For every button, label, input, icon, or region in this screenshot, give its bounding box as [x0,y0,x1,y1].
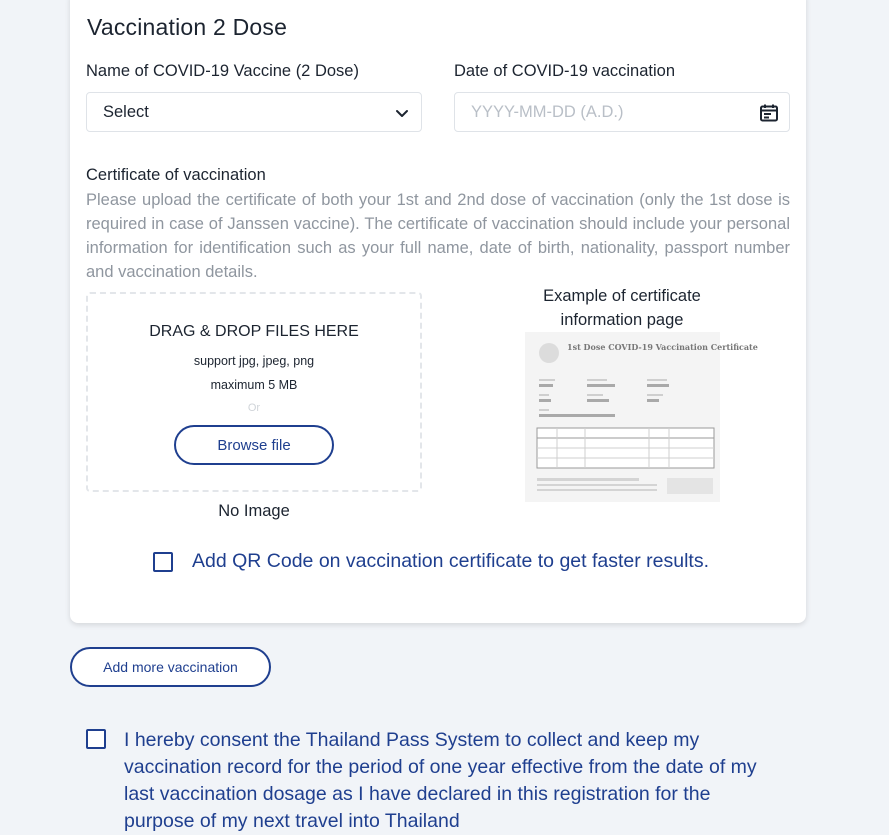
certificate-description: Please upload the certificate of both your 1st and 2nd dose of vaccination (only the 1st dose is required in case of Janssen vaccine). The certificate of vaccination should include your personal information for identification such as your full name, date of birth, nationality, passport number and vaccination details. [86,191,790,281]
vaccine-name-value: Select [103,102,149,121]
vaccine-name-select[interactable] [86,92,422,132]
vaccination-card [70,0,806,623]
vaccination-date-input[interactable] [471,103,741,122]
dropzone-or: Or [247,402,261,414]
qr-code-checkbox[interactable] [153,552,173,572]
dropzone-support-text: support jpg, jpeg, png [193,354,315,368]
certificate-example-image [525,332,758,502]
vaccination-date-label: Date of COVID-19 vaccination [454,62,676,80]
qr-code-label[interactable]: Add QR Code on vaccination certificate to get faster results. [192,550,710,572]
add-more-vaccination-button[interactable]: Add more vaccination [70,647,271,687]
dropzone-title: DRAG & DROP FILES HERE [149,323,359,340]
consent-checkbox[interactable] [86,729,106,749]
file-dropzone[interactable] [86,292,422,492]
qr-code-option[interactable] [153,550,709,573]
example-image-heading: 1st Dose COVID-19 Vaccination Certificate [567,342,758,352]
browse-file-button[interactable]: Browse file [174,425,334,465]
vaccination-date-field[interactable] [454,92,790,132]
dropzone-max-size: maximum 5 MB [210,378,298,392]
chevron-down-icon [395,106,409,120]
example-title: Example of certificate information page [543,287,701,329]
vaccine-name-label: Name of COVID-19 Vaccine (2 Dose) [86,62,359,80]
calendar-icon[interactable] [759,103,779,123]
upload-status: No Image [218,502,290,520]
section-title: Vaccination 2 Dose [87,14,288,40]
certificate-label: Certificate of vaccination [86,166,266,184]
consent-label[interactable]: I hereby consent the Thailand Pass System to collect and keep my vaccination record for the period of one year effective from the date of my last vaccination dosage as I have declared in this registration for the purpose of my next travel into Thailand [124,729,757,832]
